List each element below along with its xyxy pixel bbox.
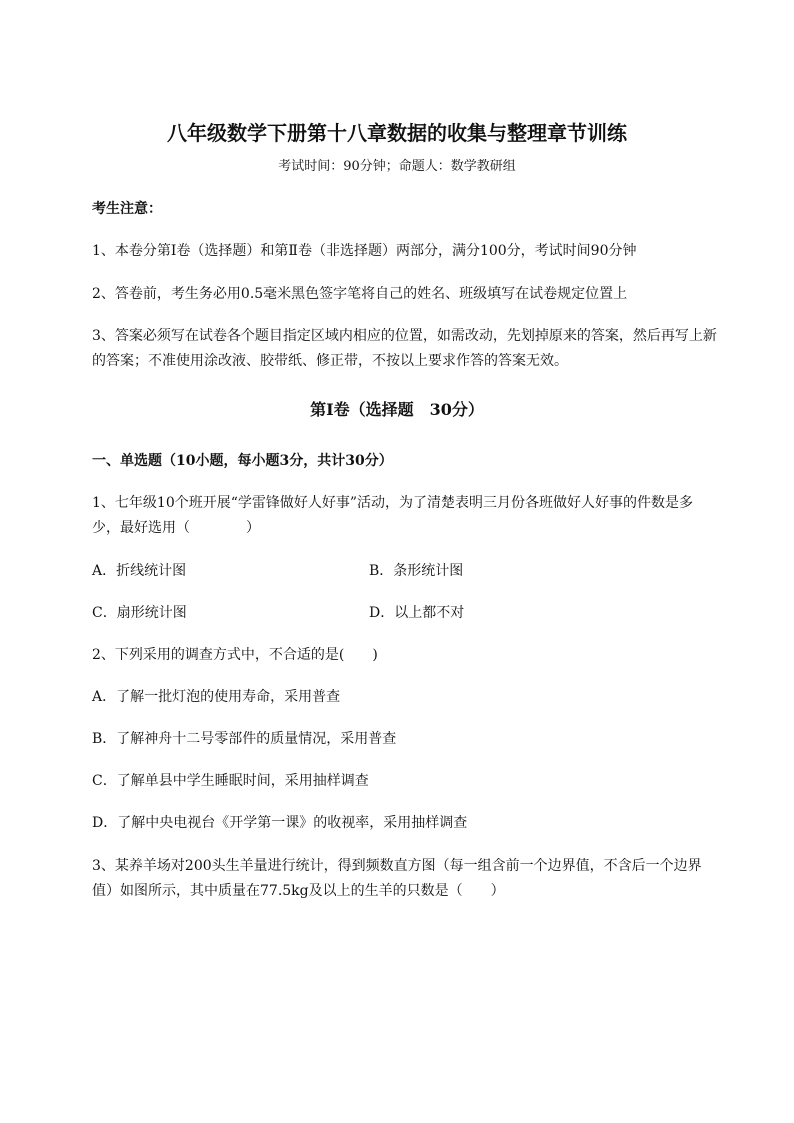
question-3-stem-line-1: 3、某养羊场对200头生羊量进行统计，得到频数直方图（每一组含前一个边界值，不含后一个边界 <box>92 858 702 874</box>
notice-item-1: 1、本卷分第Ⅰ卷（选择题）和第Ⅱ卷（非选择题）两部分，满分100分，考试时间90分钟 <box>92 243 637 259</box>
exam-title: 八年级数学下册第十八章数据的收集与整理章节训练 <box>167 121 627 145</box>
question-1-option-d: D．以上都不对 <box>369 605 465 621</box>
question-1-option-b: B．条形统计图 <box>369 563 464 579</box>
question-1-option-a: A．折线统计图 <box>92 563 187 579</box>
part-heading: 一、单选题（10小题，每小题3分，共计30分） <box>92 453 393 469</box>
question-2-option-b: B．了解神舟十二号零部件的质量情况，采用普查 <box>92 731 397 747</box>
notice-item-3-line-1: 3、答案必须写在试卷各个题目指定区域内相应的位置，如需改动，先划掉原来的答案，然后再写上新 <box>92 328 717 344</box>
question-2-option-c: C．了解单县中学生睡眠时间，采用抽样调查 <box>92 773 369 789</box>
question-2-option-a: A．了解一批灯泡的使用寿命，采用普查 <box>92 689 341 705</box>
notice-heading: 考生注意： <box>92 201 162 217</box>
question-1-stem-line-1: 1、七年级10个班开展“学雷锋做好人好事”活动，为了清楚表明三月份各班做好人好事的件数是多 <box>92 495 694 511</box>
question-2-option-d: D．了解中央电视台《开学第一课》的收视率，采用抽样调查 <box>92 815 468 831</box>
question-1-stem-line-2: 少，最好选用（ ） <box>92 520 260 536</box>
question-2-stem: 2、下列采用的调查方式中，不合适的是( ) <box>92 647 378 663</box>
notice-item-2: 2、答卷前，考生务必用0.5毫米黑色签字笔将自己的姓名、班级填写在试卷规定位置上 <box>92 286 628 302</box>
section-title: 第Ⅰ卷（选择题 30分） <box>310 400 484 419</box>
exam-subtitle: 考试时间：90分钟；命题人：数学教研组 <box>278 159 516 174</box>
question-3-stem-line-2: 值）如图所示，其中质量在77.5kg及以上的生羊的只数是（ ） <box>92 883 505 899</box>
notice-item-3-line-2: 的答案；不准使用涂改液、胶带纸、修正带，不按以上要求作答的答案无效。 <box>92 353 568 369</box>
question-1-option-c: C．扇形统计图 <box>92 605 187 621</box>
